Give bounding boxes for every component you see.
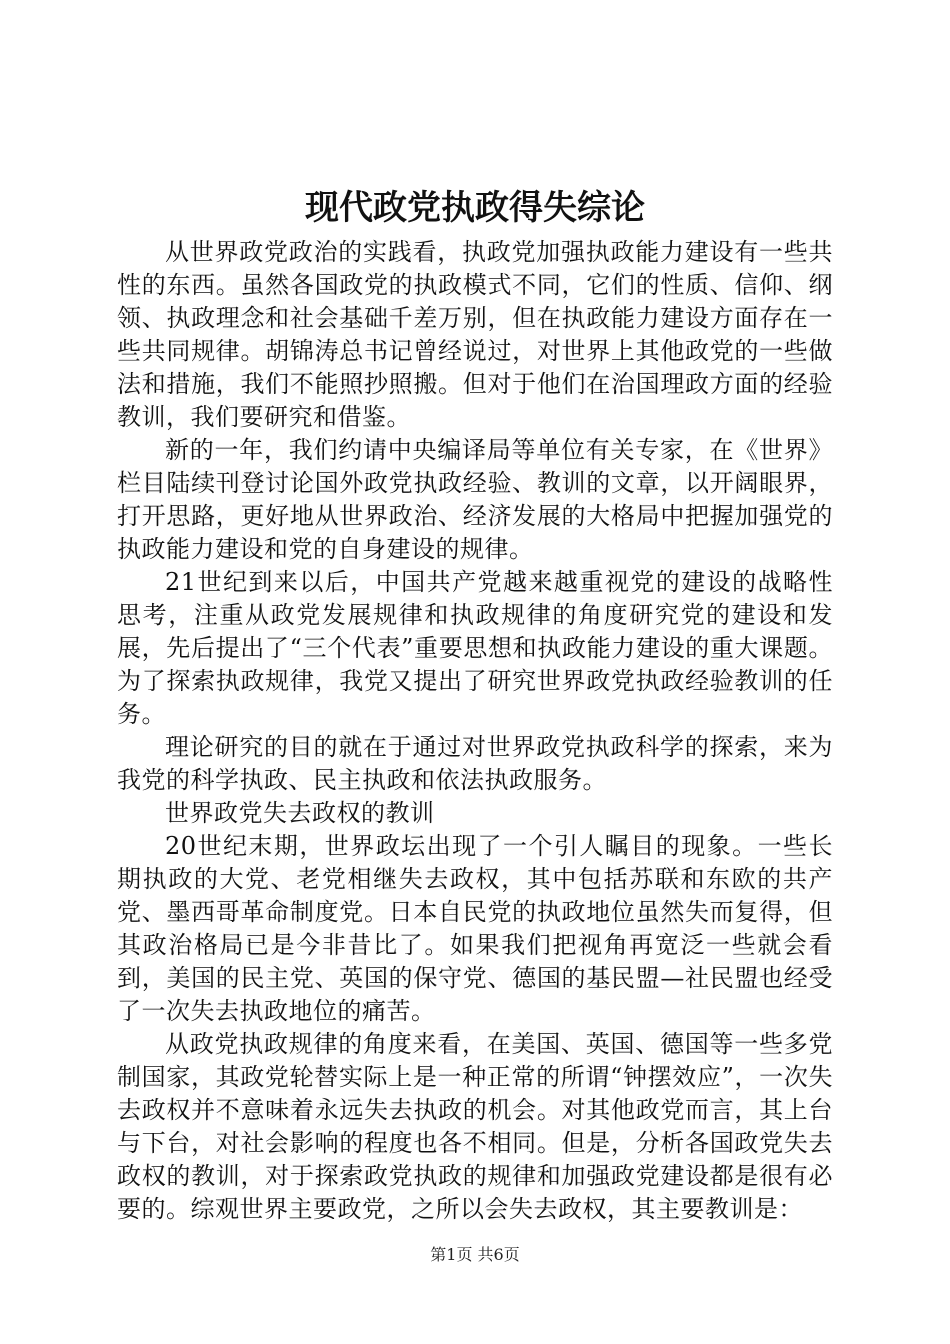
document-title: 现代政党执政得失综论 xyxy=(305,188,645,228)
paragraph: 21世纪到来以后，中国共产党越来越重视党的建设的战略性思考，注重从政党发展规律和执政规律的角度研究党的建设和发展，先后提出了“三个代表”重要思想和执政能力建设的重大课题。为了探索执政规律，我党又提出了研究世界政党执政经验教训的任务。 xyxy=(117,568,833,728)
paragraph: 新的一年，我们约请中央编译局等单位有关专家，在《世界》栏目陆续刊登讨论国外政党执政经验、教训的文章，以开阔眼界，打开思路，更好地从世界政治、经济发展的大格局中把握加强党的执政能力建设和党的自身建设的规律。 xyxy=(117,436,833,563)
paragraph: 从世界政党政治的实践看，执政党加强执政能力建设有一些共性的东西。虽然各国政党的执政模式不同，它们的性质、信仰、纲领、执政理念和社会基础千差万别，但在执政能力建设方面存在一些共同规律。胡锦涛总书记曾经说过，对世界上其他政党的一些做法和措施，我们不能照抄照搬。但对于他们在治国理政方面的经验教训，我们要研究和借鉴。 xyxy=(117,238,833,431)
paragraph: 从政党执政规律的角度来看，在美国、英国、德国等一些多党制国家，其政党轮替实际上是一种正常的所谓“钟摆效应”，一次失去政权并不意味着永远失去执政的机会。对其他政党而言，其上台与下台，对社会影响的程度也各不相同。但是，分析各国政党失去政权的教训，对于探索政党执政的规律和加强政党建设都是很有必要的。综观世界主要政党，之所以会失去政权，其主要教训是： xyxy=(117,1030,833,1223)
document-body xyxy=(117,236,833,1226)
paragraph: 理论研究的目的就在于通过对世界政党执政科学的探索，来为我党的科学执政、民主执政和依法执政服务。 xyxy=(117,733,833,794)
paragraph: 20世纪末期，世界政坛出现了一个引人瞩目的现象。一些长期执政的大党、老党相继失去政权，其中包括苏联和东欧的共产党、墨西哥革命制度党。日本自民党的执政地位虽然失而复得，但其政治格局已是今非昔比了。如果我们把视角再宽泛一些就会看到，美国的民主党、英国的保守党、德国的基民盟—社民盟也经受了一次失去执政地位的痛苦。 xyxy=(117,832,833,1025)
page-footer: 第1页 共6页 xyxy=(430,1245,520,1264)
section-heading: 世界政党失去政权的教训 xyxy=(165,799,435,827)
